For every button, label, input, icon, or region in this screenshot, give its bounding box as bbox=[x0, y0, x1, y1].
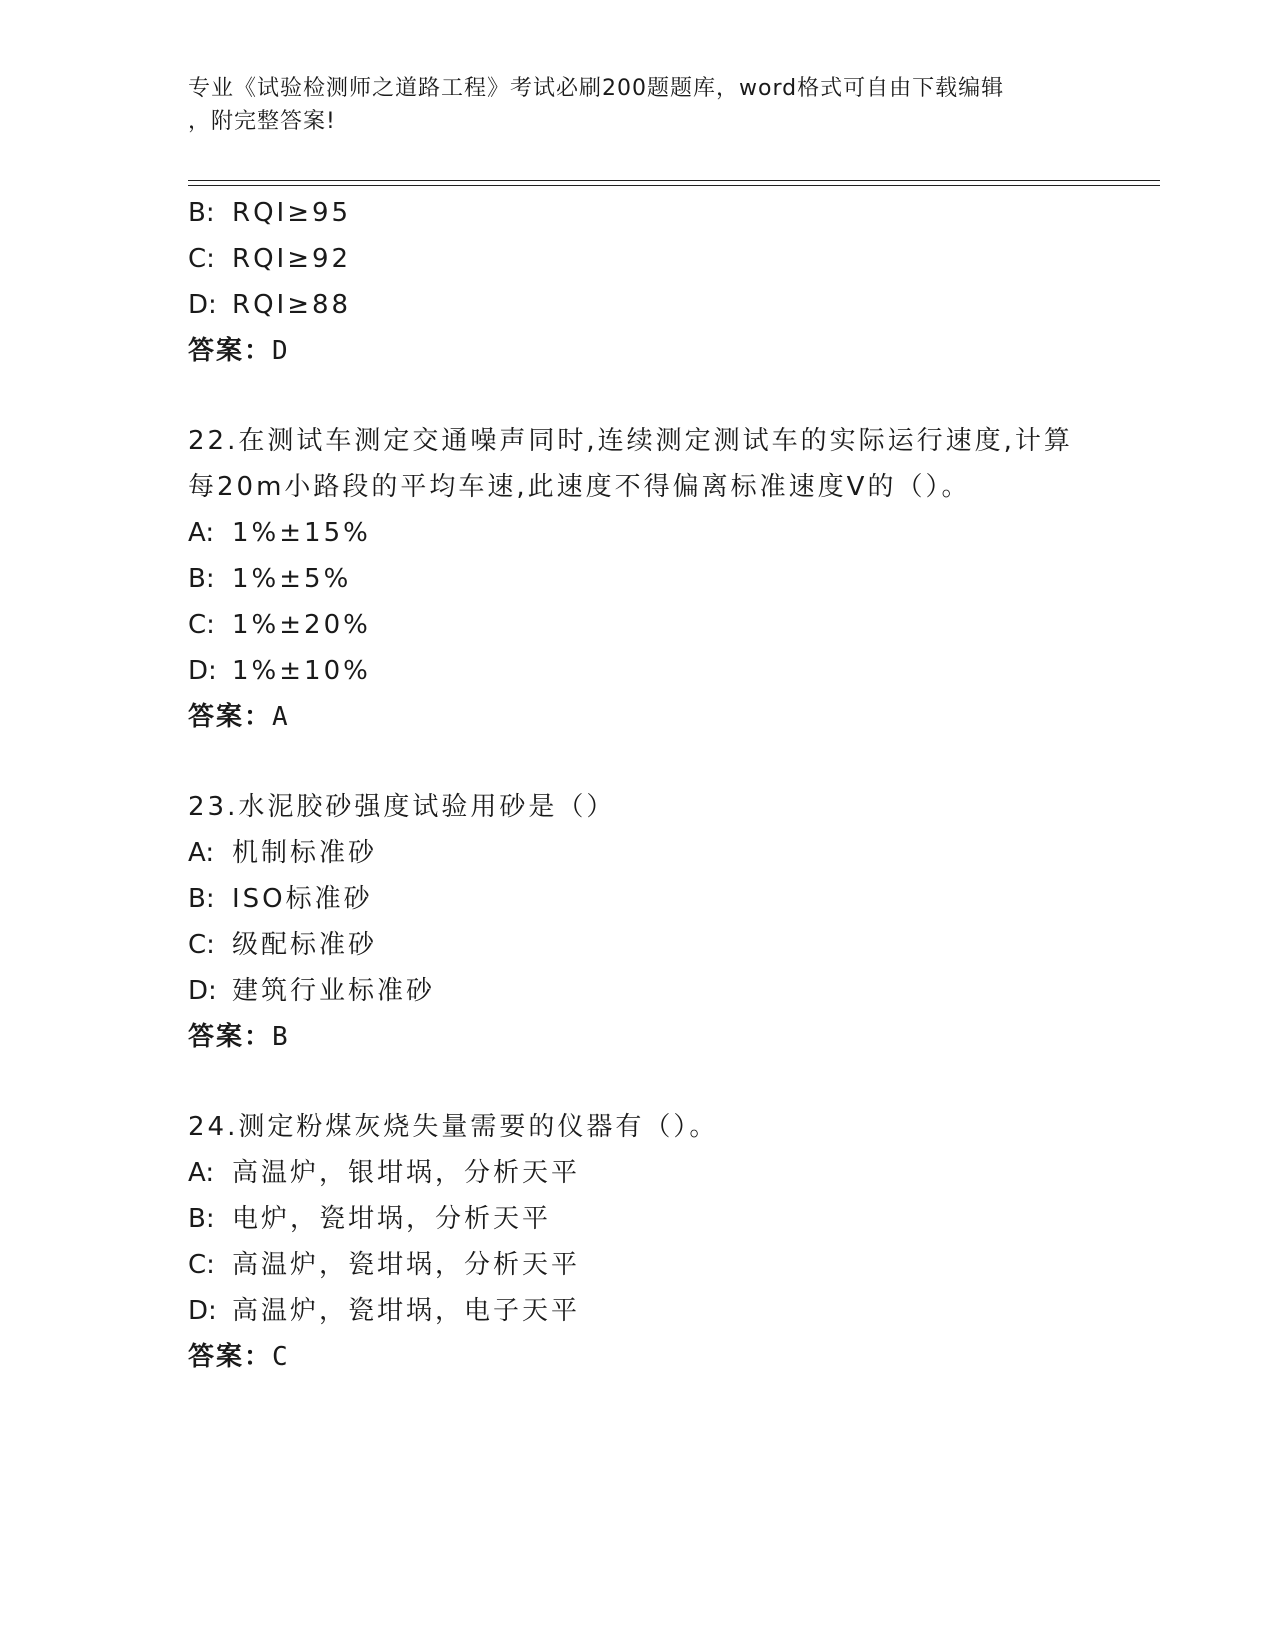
header-divider-top bbox=[188, 180, 1160, 181]
option-d bbox=[188, 648, 1088, 694]
option-d bbox=[188, 968, 1088, 1014]
option-letter: A: bbox=[188, 838, 215, 868]
option-letter: B: bbox=[188, 564, 215, 594]
answer-value: A bbox=[272, 702, 290, 732]
header-title-line-1: 专业《试验检测师之道路工程》考试必刷200题题库，word格式可自由下载编辑 bbox=[188, 76, 1005, 101]
option-d bbox=[188, 282, 1088, 328]
question-stem: 23.水泥胶砂强度试验用砂是（） bbox=[188, 792, 616, 822]
option-letter: D: bbox=[188, 976, 217, 1006]
option-letter: B: bbox=[188, 884, 215, 914]
header-title-line-2: ，附完整答案! bbox=[188, 109, 336, 134]
answer-label: 答案： bbox=[188, 1022, 273, 1052]
option-letter: D: bbox=[188, 290, 217, 320]
option-c bbox=[188, 236, 1088, 282]
option-d bbox=[188, 1288, 1088, 1334]
answer-value: C bbox=[272, 1342, 290, 1372]
option-b bbox=[188, 1196, 1088, 1242]
question-21-tail bbox=[188, 190, 1088, 374]
option-b bbox=[188, 876, 1088, 922]
option-text: RQI≥88 bbox=[232, 290, 352, 320]
answer-label: 答案： bbox=[188, 336, 273, 366]
option-text: 1%±20% bbox=[232, 610, 371, 640]
option-letter: C: bbox=[188, 610, 215, 640]
question-stem: 22.在测试车测定交通噪声同时,连续测定测试车的实际运行速度,计算 bbox=[188, 426, 1073, 456]
option-c bbox=[188, 1242, 1088, 1288]
option-text: 建筑行业标准砂 bbox=[232, 976, 436, 1006]
option-text: 高温炉，银坩埚，分析天平 bbox=[232, 1158, 581, 1188]
option-letter: A: bbox=[188, 518, 215, 548]
answer-value: B bbox=[272, 1022, 290, 1052]
option-letter: D: bbox=[188, 656, 217, 686]
question-23 bbox=[188, 784, 1088, 1060]
option-letter: B: bbox=[188, 198, 215, 228]
question-list bbox=[188, 190, 1088, 1380]
answer-line bbox=[188, 694, 1088, 740]
option-text: ISO标准砂 bbox=[232, 884, 373, 914]
option-letter: D: bbox=[188, 1296, 217, 1326]
option-b bbox=[188, 190, 1088, 236]
option-text: 高温炉，瓷坩埚，电子天平 bbox=[232, 1296, 581, 1326]
option-letter: C: bbox=[188, 1250, 215, 1280]
option-a bbox=[188, 830, 1088, 876]
answer-label: 答案： bbox=[188, 702, 273, 732]
option-c bbox=[188, 602, 1088, 648]
option-letter: A: bbox=[188, 1158, 215, 1188]
option-letter: C: bbox=[188, 244, 215, 274]
option-a bbox=[188, 1150, 1088, 1196]
answer-line bbox=[188, 1334, 1088, 1380]
option-text: RQI≥92 bbox=[232, 244, 352, 274]
answer-line bbox=[188, 328, 1088, 374]
option-b bbox=[188, 556, 1088, 602]
option-text: 机制标准砂 bbox=[232, 838, 378, 868]
answer-value: D bbox=[272, 336, 290, 366]
question-stem-continued: 每20m小路段的平均车速,此速度不得偏离标准速度V的（）。 bbox=[188, 472, 971, 502]
option-text: 电炉，瓷坩埚，分析天平 bbox=[232, 1204, 552, 1234]
answer-line bbox=[188, 1014, 1088, 1060]
option-text: 1%±10% bbox=[232, 656, 371, 686]
option-text: 高温炉，瓷坩埚，分析天平 bbox=[232, 1250, 581, 1280]
question-stem: 24.测定粉煤灰烧失量需要的仪器有（）。 bbox=[188, 1112, 719, 1142]
option-text: 级配标准砂 bbox=[232, 930, 378, 960]
option-c bbox=[188, 922, 1088, 968]
header-divider-bottom bbox=[188, 185, 1160, 186]
question-22 bbox=[188, 418, 1088, 740]
option-text: 1%±5% bbox=[232, 564, 352, 594]
option-letter: C: bbox=[188, 930, 215, 960]
document-header bbox=[188, 72, 1088, 138]
answer-label: 答案： bbox=[188, 1342, 273, 1372]
option-text: RQI≥95 bbox=[232, 198, 352, 228]
option-letter: B: bbox=[188, 1204, 215, 1234]
question-24 bbox=[188, 1104, 1088, 1380]
option-text: 1%±15% bbox=[232, 518, 371, 548]
option-a bbox=[188, 510, 1088, 556]
